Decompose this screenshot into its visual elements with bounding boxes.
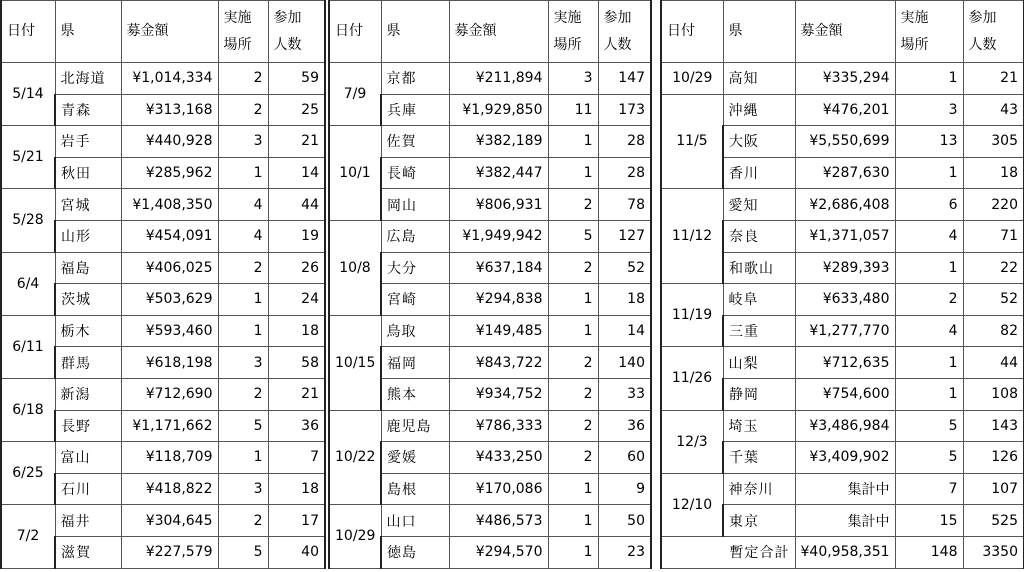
prefecture-cell: 愛知 — [723, 189, 795, 221]
amount-cell: ¥712,635 — [795, 347, 895, 379]
venues-cell: 4 — [218, 189, 268, 221]
venues-cell: 4 — [895, 220, 963, 252]
participants-cell: 40 — [268, 536, 325, 568]
venues-cell: 7 — [895, 473, 963, 505]
prefecture-cell: 高知 — [723, 63, 795, 95]
total-row — [661, 536, 1024, 568]
venues-cell: 2 — [548, 252, 598, 284]
amount-cell: ¥934,752 — [449, 378, 548, 410]
prefecture-cell: 岐阜 — [723, 284, 795, 316]
participants-cell: 44 — [268, 189, 325, 221]
amount-cell: 集計中 — [795, 473, 895, 505]
date-cell: 6/25 — [1, 442, 55, 505]
prefecture-cell: 三重 — [723, 315, 795, 347]
participants-cell: 127 — [598, 220, 651, 252]
header-venues — [895, 1, 963, 63]
header-prefecture: 県 — [55, 1, 121, 63]
header-venues-line2: 場所 — [223, 36, 252, 53]
header-participants-line1: 参加 — [273, 9, 302, 26]
venues-cell: 2 — [218, 94, 268, 126]
date-cell: 10/29 — [329, 505, 381, 568]
venues-cell: 2 — [548, 189, 598, 221]
amount-cell: ¥1,408,350 — [121, 189, 218, 221]
prefecture-cell: 山口 — [381, 505, 449, 537]
date-cell: 11/5 — [661, 94, 723, 189]
amount-cell: ¥1,929,850 — [449, 94, 548, 126]
prefecture-cell: 静岡 — [723, 378, 795, 410]
prefecture-cell: 青森 — [55, 94, 121, 126]
participants-cell: 60 — [598, 442, 651, 474]
prefecture-cell: 鹿児島 — [381, 410, 449, 442]
participants-cell: 26 — [268, 252, 325, 284]
participants-cell: 43 — [963, 94, 1024, 126]
amount-cell: ¥1,371,057 — [795, 220, 895, 252]
venues-cell: 1 — [218, 157, 268, 189]
venues-cell: 1 — [895, 252, 963, 284]
participants-cell: 52 — [598, 252, 651, 284]
table-row — [661, 347, 1024, 379]
prefecture-cell: 東京 — [723, 505, 795, 537]
prefecture-cell: 新潟 — [55, 378, 121, 410]
venues-cell: 3 — [548, 63, 598, 95]
amount-cell: ¥227,579 — [121, 536, 218, 568]
amount-cell: ¥5,550,699 — [795, 126, 895, 158]
header-venues — [218, 1, 268, 63]
header-participants-line2: 人数 — [273, 36, 302, 53]
venues-cell: 1 — [218, 315, 268, 347]
donation-table-1 — [0, 0, 326, 569]
header-venues-line1: 実施 — [223, 9, 252, 26]
amount-cell: 集計中 — [795, 505, 895, 537]
amount-cell: ¥3,409,902 — [795, 442, 895, 474]
venues-cell: 5 — [218, 410, 268, 442]
prefecture-cell: 千葉 — [723, 442, 795, 474]
table-row — [661, 284, 1024, 316]
table-row — [661, 473, 1024, 505]
venues-cell: 5 — [218, 536, 268, 568]
amount-cell: ¥486,573 — [449, 505, 548, 537]
donation-table-3 — [660, 0, 1024, 569]
venues-cell: 1 — [218, 442, 268, 474]
participants-cell: 18 — [268, 315, 325, 347]
date-cell: 10/8 — [329, 220, 381, 315]
header-amount: 募金額 — [449, 1, 548, 63]
prefecture-cell: 富山 — [55, 442, 121, 474]
venues-cell: 2 — [548, 378, 598, 410]
header-row — [329, 1, 651, 63]
amount-cell: ¥1,014,334 — [121, 63, 218, 95]
venues-cell: 1 — [895, 347, 963, 379]
header-participants — [268, 1, 325, 63]
venues-cell: 15 — [895, 505, 963, 537]
venues-cell: 11 — [548, 94, 598, 126]
header-prefecture: 県 — [381, 1, 449, 63]
amount-cell: ¥294,570 — [449, 536, 548, 568]
participants-cell: 36 — [268, 410, 325, 442]
prefecture-cell: 宮崎 — [381, 284, 449, 316]
participants-cell: 525 — [963, 505, 1024, 537]
date-cell: 11/19 — [661, 284, 723, 347]
header-participants-line2: 人数 — [968, 36, 997, 53]
amount-cell: ¥406,025 — [121, 252, 218, 284]
prefecture-cell: 広島 — [381, 220, 449, 252]
amount-cell: ¥633,480 — [795, 284, 895, 316]
table-row — [329, 126, 651, 158]
amount-cell: ¥170,086 — [449, 473, 548, 505]
venues-cell: 1 — [895, 378, 963, 410]
table-row — [329, 63, 651, 95]
date-cell: 12/10 — [661, 473, 723, 536]
prefecture-cell: 香川 — [723, 157, 795, 189]
participants-cell: 220 — [963, 189, 1024, 221]
prefecture-cell: 山梨 — [723, 347, 795, 379]
venues-cell: 1 — [548, 126, 598, 158]
prefecture-cell: 和歌山 — [723, 252, 795, 284]
amount-cell: ¥593,460 — [121, 315, 218, 347]
date-cell: 7/9 — [329, 63, 381, 126]
venues-cell: 3 — [218, 347, 268, 379]
date-cell: 11/26 — [661, 347, 723, 410]
participants-cell: 58 — [268, 347, 325, 379]
table-row — [1, 505, 325, 537]
prefecture-cell: 兵庫 — [381, 94, 449, 126]
venues-cell: 3 — [218, 126, 268, 158]
date-cell: 5/14 — [1, 63, 55, 126]
participants-cell: 126 — [963, 442, 1024, 474]
date-cell: 5/21 — [1, 126, 55, 189]
amount-cell: ¥454,091 — [121, 220, 218, 252]
prefecture-cell: 大分 — [381, 252, 449, 284]
prefecture-cell: 島根 — [381, 473, 449, 505]
date-cell: 10/29 — [661, 63, 723, 95]
venues-cell: 1 — [895, 157, 963, 189]
venues-cell: 1 — [895, 63, 963, 95]
header-venues — [548, 1, 598, 63]
table-row — [1, 126, 325, 158]
date-cell: 11/12 — [661, 189, 723, 284]
participants-cell: 14 — [598, 315, 651, 347]
header-row — [1, 1, 325, 63]
participants-cell: 59 — [268, 63, 325, 95]
header-venues-line2: 場所 — [553, 36, 582, 53]
amount-cell: ¥440,928 — [121, 126, 218, 158]
participants-cell: 44 — [963, 347, 1024, 379]
participants-cell: 108 — [963, 378, 1024, 410]
prefecture-cell: 徳島 — [381, 536, 449, 568]
participants-cell: 28 — [598, 126, 651, 158]
participants-cell: 147 — [598, 63, 651, 95]
date-cell: 6/18 — [1, 378, 55, 441]
header-venues-line2: 場所 — [900, 36, 929, 53]
participants-cell: 305 — [963, 126, 1024, 158]
participants-cell: 14 — [268, 157, 325, 189]
participants-cell: 78 — [598, 189, 651, 221]
amount-cell: ¥618,198 — [121, 347, 218, 379]
participants-cell: 17 — [268, 505, 325, 537]
amount-cell: ¥1,277,770 — [795, 315, 895, 347]
prefecture-cell: 福島 — [55, 252, 121, 284]
table-row — [661, 410, 1024, 442]
prefecture-cell: 熊本 — [381, 378, 449, 410]
prefecture-cell: 神奈川 — [723, 473, 795, 505]
prefecture-cell: 埼玉 — [723, 410, 795, 442]
amount-cell: ¥335,294 — [795, 63, 895, 95]
amount-cell: ¥294,838 — [449, 284, 548, 316]
participants-cell: 21 — [268, 126, 325, 158]
participants-cell: 36 — [598, 410, 651, 442]
prefecture-cell: 岡山 — [381, 189, 449, 221]
venues-cell: 1 — [548, 473, 598, 505]
participants-cell: 71 — [963, 220, 1024, 252]
venues-cell: 1 — [548, 536, 598, 568]
table-row — [1, 315, 325, 347]
participants-cell: 82 — [963, 315, 1024, 347]
total-amount: ¥40,958,351 — [795, 536, 895, 568]
header-date: 日付 — [329, 1, 381, 63]
amount-cell: ¥382,189 — [449, 126, 548, 158]
prefecture-cell: 大阪 — [723, 126, 795, 158]
header-participants-line1: 参加 — [968, 9, 997, 26]
date-cell: 6/4 — [1, 252, 55, 315]
venues-cell: 2 — [548, 347, 598, 379]
total-participants: 3350 — [963, 536, 1024, 568]
prefecture-cell: 栃木 — [55, 315, 121, 347]
participants-cell: 23 — [598, 536, 651, 568]
venues-cell: 13 — [895, 126, 963, 158]
participants-cell: 7 — [268, 442, 325, 474]
amount-cell: ¥476,201 — [795, 94, 895, 126]
table-row — [329, 505, 651, 537]
amount-cell: ¥2,686,408 — [795, 189, 895, 221]
header-row — [661, 1, 1024, 63]
participants-cell: 18 — [963, 157, 1024, 189]
header-participants-line2: 人数 — [603, 36, 632, 53]
date-cell: 5/28 — [1, 189, 55, 252]
venues-cell: 5 — [895, 442, 963, 474]
amount-cell: ¥433,250 — [449, 442, 548, 474]
prefecture-cell: 茨城 — [55, 284, 121, 316]
amount-cell: ¥382,447 — [449, 157, 548, 189]
amount-cell: ¥285,962 — [121, 157, 218, 189]
prefecture-cell: 長崎 — [381, 157, 449, 189]
prefecture-cell: 沖縄 — [723, 94, 795, 126]
donation-table-2 — [328, 0, 652, 569]
amount-cell: ¥503,629 — [121, 284, 218, 316]
header-venues-line1: 実施 — [553, 9, 582, 26]
venues-cell: 5 — [548, 220, 598, 252]
venues-cell: 1 — [218, 284, 268, 316]
amount-cell: ¥637,184 — [449, 252, 548, 284]
participants-cell: 28 — [598, 157, 651, 189]
venues-cell: 1 — [548, 157, 598, 189]
participants-cell: 21 — [268, 378, 325, 410]
participants-cell: 9 — [598, 473, 651, 505]
venues-cell: 1 — [548, 315, 598, 347]
header-venues-line1: 実施 — [900, 9, 929, 26]
table-row — [329, 220, 651, 252]
date-cell: 12/3 — [661, 410, 723, 473]
total-venues: 148 — [895, 536, 963, 568]
prefecture-cell: 京都 — [381, 63, 449, 95]
header-prefecture: 県 — [723, 1, 795, 63]
table-row — [661, 63, 1024, 95]
prefecture-cell: 長野 — [55, 410, 121, 442]
prefecture-cell: 奈良 — [723, 220, 795, 252]
table-row — [1, 189, 325, 221]
participants-cell: 24 — [268, 284, 325, 316]
participants-cell: 173 — [598, 94, 651, 126]
venues-cell: 5 — [895, 410, 963, 442]
venues-cell: 3 — [218, 473, 268, 505]
table-row — [1, 63, 325, 95]
venues-cell: 4 — [218, 220, 268, 252]
table-row — [1, 442, 325, 474]
amount-cell: ¥149,485 — [449, 315, 548, 347]
venues-cell: 1 — [548, 284, 598, 316]
prefecture-cell: 福井 — [55, 505, 121, 537]
participants-cell: 21 — [963, 63, 1024, 95]
prefecture-cell: 愛媛 — [381, 442, 449, 474]
table-row — [661, 189, 1024, 221]
venues-cell: 2 — [218, 252, 268, 284]
amount-cell: ¥211,894 — [449, 63, 548, 95]
table-row — [329, 410, 651, 442]
date-cell: 6/11 — [1, 315, 55, 378]
header-amount: 募金額 — [121, 1, 218, 63]
date-cell: 7/2 — [1, 505, 55, 568]
participants-cell: 18 — [598, 284, 651, 316]
participants-cell: 33 — [598, 378, 651, 410]
amount-cell: ¥712,690 — [121, 378, 218, 410]
participants-cell: 18 — [268, 473, 325, 505]
venues-cell: 4 — [895, 315, 963, 347]
amount-cell: ¥418,822 — [121, 473, 218, 505]
amount-cell: ¥287,630 — [795, 157, 895, 189]
table-row — [661, 94, 1024, 126]
venues-cell: 6 — [895, 189, 963, 221]
venues-cell: 2 — [548, 410, 598, 442]
participants-cell: 25 — [268, 94, 325, 126]
amount-cell: ¥1,949,942 — [449, 220, 548, 252]
amount-cell: ¥843,722 — [449, 347, 548, 379]
participants-cell: 140 — [598, 347, 651, 379]
participants-cell: 107 — [963, 473, 1024, 505]
participants-cell: 50 — [598, 505, 651, 537]
prefecture-cell: 鳥取 — [381, 315, 449, 347]
participants-cell: 143 — [963, 410, 1024, 442]
prefecture-cell: 岩手 — [55, 126, 121, 158]
prefecture-cell: 滋賀 — [55, 536, 121, 568]
amount-cell: ¥3,486,984 — [795, 410, 895, 442]
header-participants — [963, 1, 1024, 63]
header-participants — [598, 1, 651, 63]
header-date: 日付 — [661, 1, 723, 63]
header-participants-line1: 参加 — [603, 9, 632, 26]
amount-cell: ¥313,168 — [121, 94, 218, 126]
amount-cell: ¥806,931 — [449, 189, 548, 221]
header-date: 日付 — [1, 1, 55, 63]
prefecture-cell: 石川 — [55, 473, 121, 505]
venues-cell: 2 — [895, 284, 963, 316]
table-row — [1, 378, 325, 410]
total-label: 暫定合計 — [661, 536, 795, 568]
prefecture-cell: 福岡 — [381, 347, 449, 379]
amount-cell: ¥1,171,662 — [121, 410, 218, 442]
venues-cell: 2 — [218, 378, 268, 410]
venues-cell: 1 — [548, 505, 598, 537]
venues-cell: 2 — [218, 63, 268, 95]
participants-cell: 52 — [963, 284, 1024, 316]
date-cell: 10/15 — [329, 315, 381, 410]
date-cell: 10/22 — [329, 410, 381, 505]
amount-cell: ¥786,333 — [449, 410, 548, 442]
venues-cell: 2 — [218, 505, 268, 537]
date-cell: 10/1 — [329, 126, 381, 221]
venues-cell: 2 — [548, 442, 598, 474]
prefecture-cell: 北海道 — [55, 63, 121, 95]
header-amount: 募金額 — [795, 1, 895, 63]
prefecture-cell: 山形 — [55, 220, 121, 252]
amount-cell: ¥289,393 — [795, 252, 895, 284]
amount-cell: ¥304,645 — [121, 505, 218, 537]
amount-cell: ¥754,600 — [795, 378, 895, 410]
participants-cell: 22 — [963, 252, 1024, 284]
prefecture-cell: 秋田 — [55, 157, 121, 189]
venues-cell: 3 — [895, 94, 963, 126]
participants-cell: 19 — [268, 220, 325, 252]
amount-cell: ¥118,709 — [121, 442, 218, 474]
table-row — [1, 252, 325, 284]
prefecture-cell: 佐賀 — [381, 126, 449, 158]
prefecture-cell: 群馬 — [55, 347, 121, 379]
table-row — [329, 315, 651, 347]
prefecture-cell: 宮城 — [55, 189, 121, 221]
